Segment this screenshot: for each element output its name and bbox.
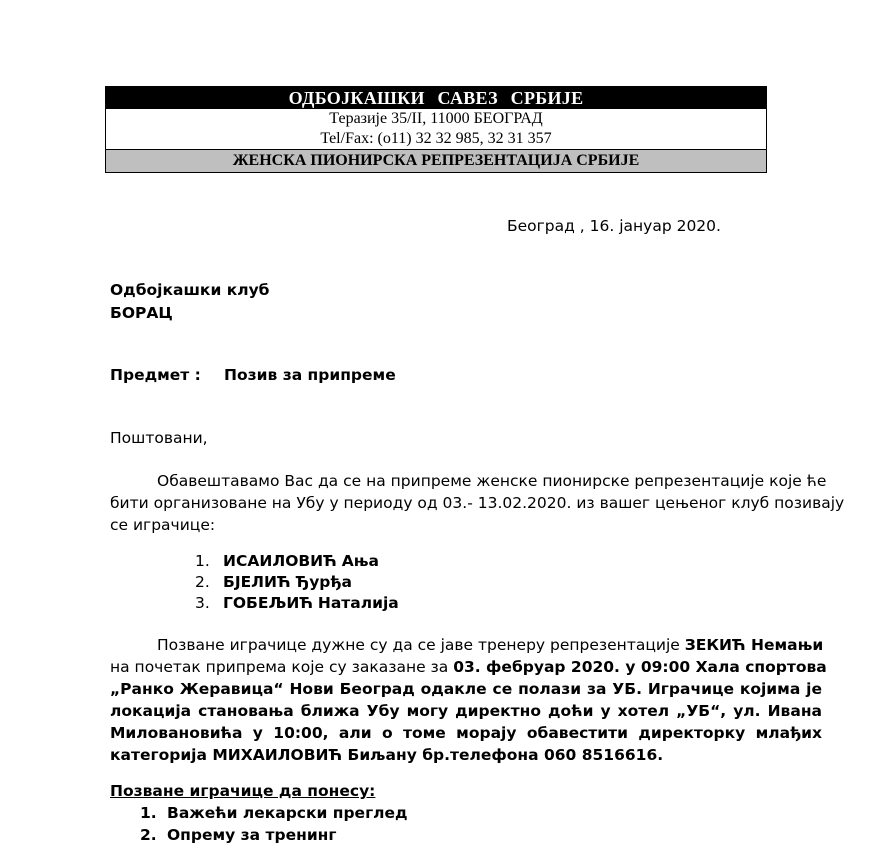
- paragraph2-line5: [110, 722, 822, 744]
- paragraph-instructions: [110, 634, 827, 766]
- player-surname: БЈЕЛИЋ: [223, 573, 291, 591]
- player-surname: ИСАИЛОВИЋ: [223, 552, 337, 570]
- subject-text: Позив за припреме: [224, 366, 396, 384]
- list-item-number: 1.: [140, 804, 157, 822]
- player-given-name: Наталија: [317, 594, 399, 612]
- paragraph2-line2-text: на почетак припрема које су заказане за: [110, 658, 454, 676]
- paragraph2-line2: [110, 656, 827, 678]
- list-item-number: 3.: [195, 594, 210, 612]
- paragraph2-line3: [110, 678, 822, 700]
- players-list: [195, 551, 399, 614]
- paragraph2-coach-name: ЗЕКИЋ Немањи: [684, 636, 824, 654]
- list-item-text: Опрему за тренинг: [167, 826, 337, 844]
- paragraph2-line1-text: Позване играчице дужне су да се јаве тренеру репрезентације: [157, 636, 685, 654]
- paragraph1-line2: бити организоване на Убу у периоду од 03.- 13.02.2020. из вашег цењеног клуб позивају: [110, 494, 845, 512]
- paragraph1-line1: Обавештавамо Вас да се на припреме женске пионирске репрезентације које ће: [157, 472, 827, 490]
- player-given-name: Ања: [341, 552, 379, 570]
- letterhead: [105, 86, 767, 173]
- letterhead-phone: Tel/Fax: (o11) 32 32 985, 32 31 357: [320, 130, 552, 147]
- paragraph2-line6: [110, 744, 822, 766]
- paragraph2-line6-text: категорија МИХАИЛОВИЋ Биљану бр.телефона 060 8516616.: [110, 746, 664, 764]
- letter-date: Београд , 16. јануар 2020.: [507, 217, 721, 235]
- paragraph2-meeting-time: 03. фебруар 2020. у 09:00 Хала спортова: [453, 658, 827, 676]
- list-item: [195, 593, 399, 614]
- letterhead-team: ЖЕНСКА ПИОНИРСКА РЕПРЕЗЕНТАЦИЈА СРБИЈЕ: [106, 149, 766, 172]
- bring-list: [140, 802, 408, 846]
- list-item-number: 2.: [195, 573, 210, 591]
- paragraph2-line4: [110, 700, 822, 722]
- letterhead-organization: ОДБОЈКАШКИ САВЕЗ СРБИЈЕ: [106, 87, 766, 109]
- player-surname: ГОБЕЉИЋ: [223, 594, 313, 612]
- greeting: Поштовани,: [110, 429, 208, 447]
- list-item: [140, 802, 408, 824]
- list-item: [140, 824, 408, 846]
- paragraph2-line3-text: „Ранко Жеравица“ Нови Београд одакле се полази за УБ. Играчице којима је: [110, 680, 822, 698]
- paragraph2-line1: [110, 634, 822, 656]
- recipient-type: Одбојкашки клуб: [110, 281, 270, 299]
- paragraph-invitation: [110, 470, 845, 536]
- paragraph2-line5-text: Миловановића у 10:00, али о томе морају обавестити директорку млађих: [110, 724, 822, 742]
- subject-label: Предмет :: [110, 366, 201, 384]
- list-item-text: Важећи лекарски преглед: [167, 804, 408, 822]
- list-item-number: 1.: [195, 552, 210, 570]
- player-given-name: Ђурђа: [295, 573, 352, 591]
- list-item: [195, 551, 399, 572]
- list-item-number: 2.: [140, 826, 157, 844]
- bring-list-title: Позване играчице да понесу:: [110, 782, 376, 800]
- list-item: [195, 572, 399, 593]
- paragraph1-line3: се играчице:: [110, 516, 216, 534]
- recipient-name: БОРАЦ: [110, 304, 173, 322]
- letterhead-address: Теразије 35/II, 11000 БЕОГРАД: [329, 110, 543, 127]
- paragraph2-line4-text: локација становања ближа Убу могу директно доћи у хотел „УБ“, ул. Ивана: [110, 702, 822, 720]
